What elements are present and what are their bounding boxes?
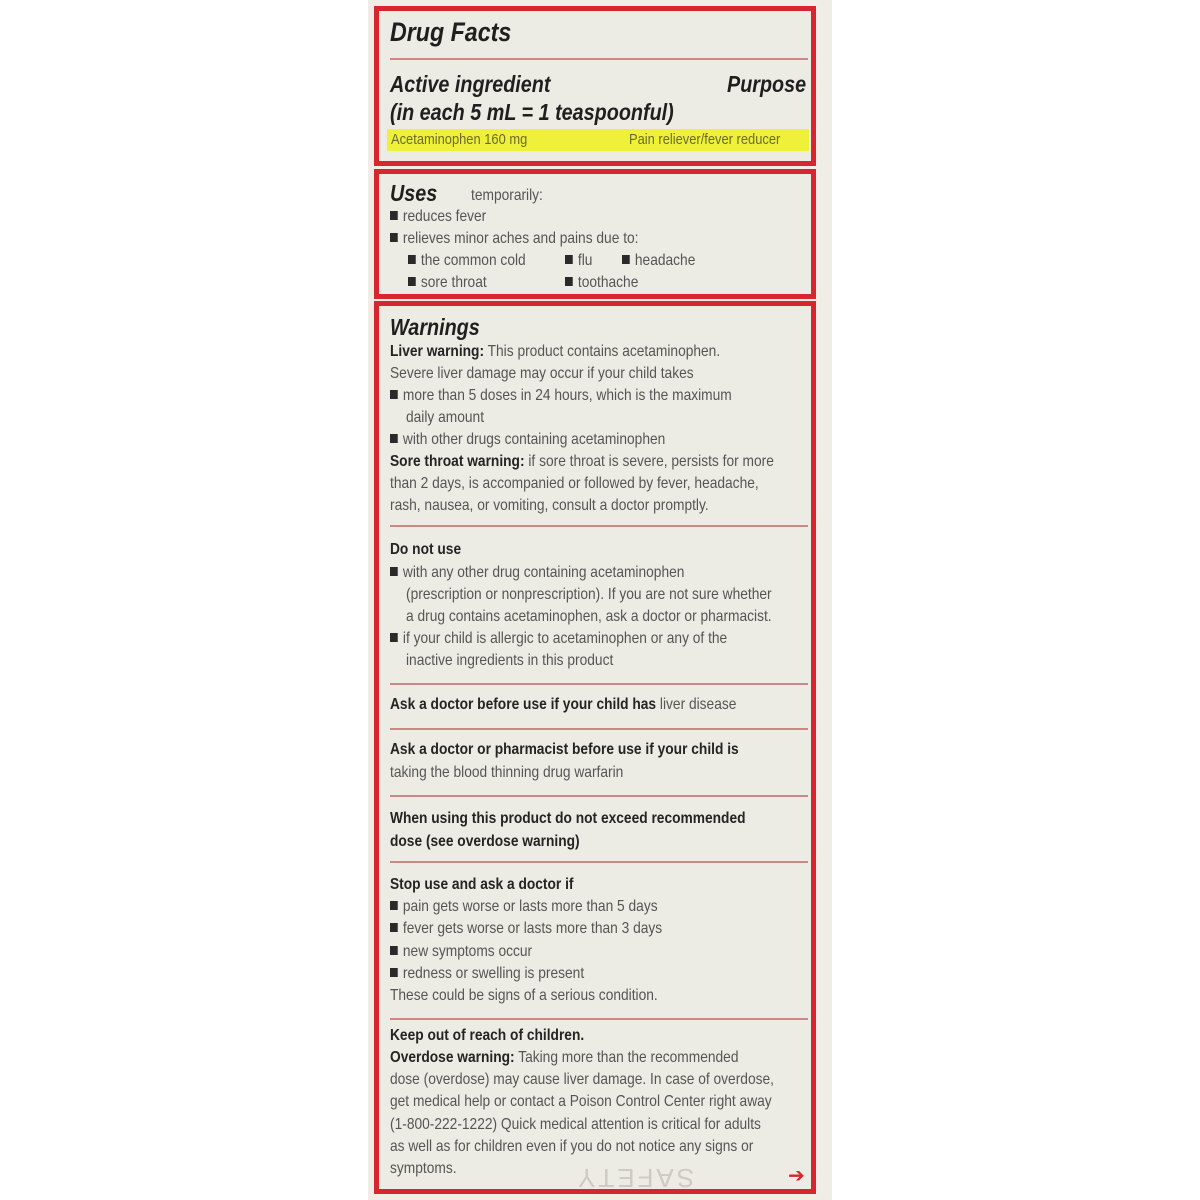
list-item: with other drugs containing acetaminophen <box>390 430 665 450</box>
divider <box>390 525 808 527</box>
overdose-text: symptoms. <box>390 1160 457 1177</box>
list-item: sore throat <box>408 273 487 293</box>
stop-use-note: These could be signs of a serious condition. <box>390 987 658 1004</box>
list-item: headache <box>622 251 695 271</box>
stop-use-heading: Stop use and ask a doctor if <box>390 876 574 893</box>
list-item: flu <box>565 251 592 271</box>
dose-heading: (in each 5 mL = 1 teaspoonful) <box>390 99 674 125</box>
list-item: if your child is allergic to acetaminophen or any of the <box>390 629 727 649</box>
purpose-heading: Purpose <box>727 71 807 97</box>
liver-warning: Liver warning: This product contains acetaminophen. <box>390 343 721 360</box>
overdose-text: dose (overdose) may cause liver damage. In case of overdose, <box>390 1071 774 1088</box>
list-item-continued: (prescription or nonprescription). If you are not sure whether <box>406 586 772 603</box>
divider <box>390 683 808 685</box>
list-item: with any other drug containing acetaminophen <box>390 563 684 583</box>
overdose-warning: Overdose warning: Taking more than the recommended <box>390 1049 739 1066</box>
list-item: redness or swelling is present <box>390 964 584 984</box>
ask-pharmacist-text: taking the blood thinning drug warfarin <box>390 764 624 781</box>
divider <box>390 1018 808 1020</box>
list-item: new symptoms occur <box>390 942 532 962</box>
continue-arrow-icon: ➔ <box>788 1165 805 1187</box>
sore-throat-text: than 2 days, is accompanied or followed by fever, headache, <box>390 475 759 492</box>
list-item-continued: inactive ingredients in this product <box>406 652 614 669</box>
uses-intro: temporarily: <box>471 187 543 204</box>
overdose-text: as well as for children even if you do not notice any signs or <box>390 1138 754 1155</box>
overdose-text: get medical help or contact a Poison Control Center right away <box>390 1093 772 1110</box>
list-item: more than 5 doses in 24 hours, which is the maximum <box>390 386 732 406</box>
divider <box>390 795 808 797</box>
when-using-heading: When using this product do not exceed recommended <box>390 810 746 827</box>
list-item-continued: a drug contains acetaminophen, ask a doctor or pharmacist. <box>406 608 772 625</box>
list-item: the common cold <box>408 251 526 271</box>
ingredient-name: Acetaminophen 160 mg <box>391 131 528 148</box>
list-item: fever gets worse or lasts more than 3 days <box>390 919 662 939</box>
list-item: reduces fever <box>390 207 486 227</box>
list-item-continued: daily amount <box>406 409 485 426</box>
list-item: toothache <box>565 273 638 293</box>
watermark: SAFETY <box>575 1163 695 1193</box>
do-not-use-heading: Do not use <box>390 541 462 558</box>
ask-doctor: Ask a doctor before use if your child has liver disease <box>390 696 737 713</box>
ingredient-purpose: Pain reliever/fever reducer <box>629 131 781 148</box>
list-item: pain gets worse or lasts more than 5 days <box>390 897 658 917</box>
list-item: relieves minor aches and pains due to: <box>390 229 638 249</box>
ask-pharmacist-heading: Ask a doctor or pharmacist before use if your child is <box>390 741 739 758</box>
drug-facts-title: Drug Facts <box>390 17 512 47</box>
overdose-text: (1-800-222-1222) Quick medical attention is critical for adults <box>390 1116 761 1133</box>
divider <box>390 861 808 863</box>
active-ingredient-heading: Active ingredient <box>390 71 551 97</box>
liver-warning-text: Severe liver damage may occur if your child takes <box>390 365 694 382</box>
keep-out-heading: Keep out of reach of children. <box>390 1027 585 1044</box>
divider <box>390 728 808 730</box>
when-using-heading: dose (see overdose warning) <box>390 833 580 850</box>
ingredient-highlight <box>387 129 809 151</box>
uses-title: Uses <box>390 180 438 206</box>
sore-throat-text: rash, nausea, or vomiting, consult a doctor promptly. <box>390 497 709 514</box>
divider <box>390 58 808 60</box>
warnings-title: Warnings <box>390 314 480 340</box>
sore-throat-warning: Sore throat warning: if sore throat is severe, persists for more <box>390 453 774 470</box>
